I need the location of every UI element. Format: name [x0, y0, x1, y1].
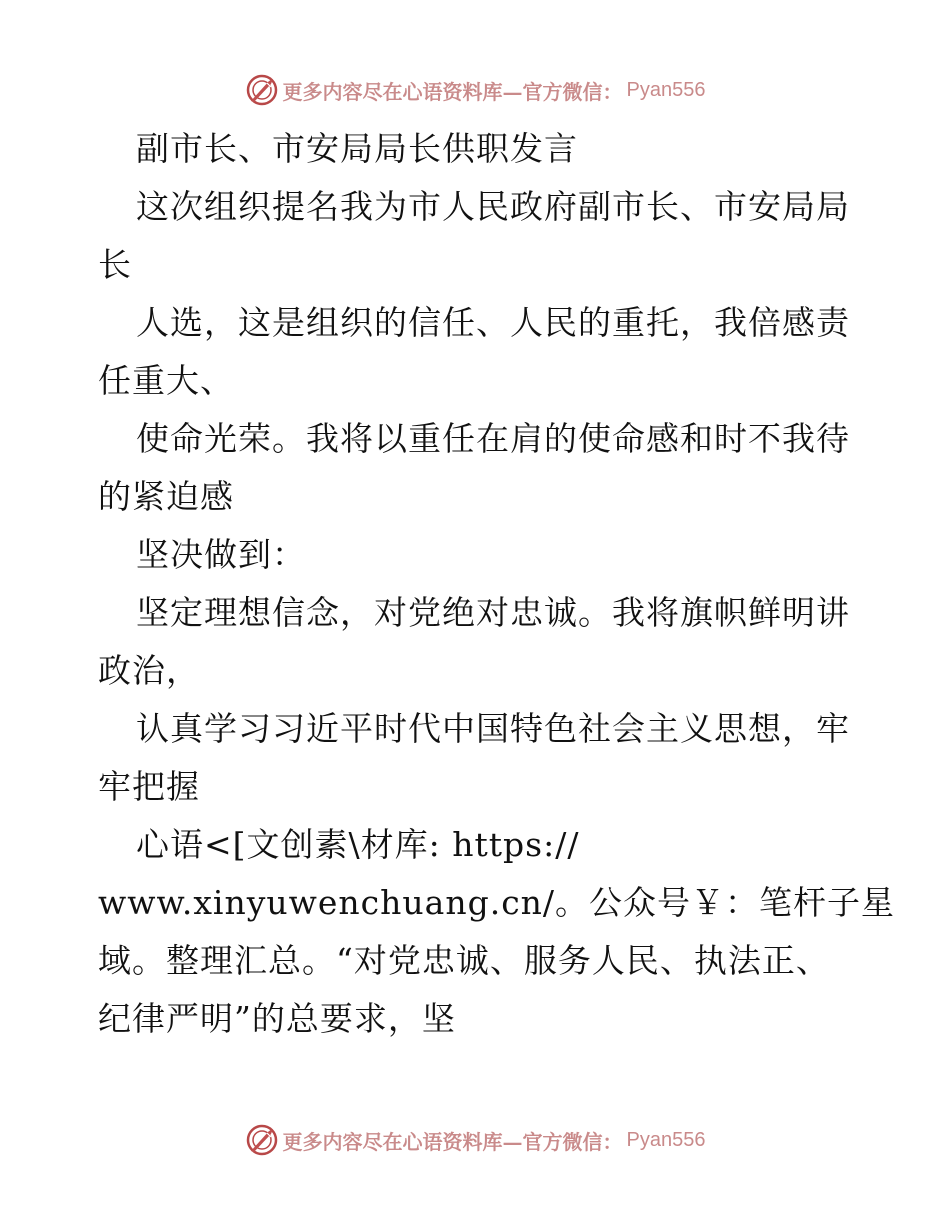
paragraph-line: 这次组织提名我为市人民政府副市长、市安局局 [136, 187, 850, 226]
quill-pen-logo-icon [245, 1123, 279, 1157]
footer-wechat-id: Pyan556 [626, 1128, 706, 1151]
header-wechat-id: Pyan556 [626, 78, 706, 101]
paragraph-line: 坚定理想信念，对党绝对忠诚。我将旗帜鲜明讲 [136, 593, 850, 632]
document-body [98, 120, 896, 1048]
paragraph-line-url: www.xinyuwenchuang.cn/。公众号￥：笔杆子星 [98, 883, 896, 922]
paragraph-line: 纪律严明”的总要求，坚 [98, 999, 456, 1038]
paragraph-line: 认真学习习近平时代中国特色社会主义思想，牢 [136, 709, 850, 748]
paragraph-line: 政治， [98, 651, 200, 690]
paragraph-line: 坚决做到： [136, 535, 306, 574]
header-watermark [0, 70, 950, 110]
document-title: 副市长、市安局局长供职发言 [136, 129, 578, 168]
footer-watermark-text: 更多内容尽在心语资料库—官方微信： [282, 1129, 623, 1154]
paragraph-line-url: 心语<[文创素\材库: https:// [136, 825, 580, 864]
paragraph-line: 人选，这是组织的信任、人民的重托，我倍感责 [136, 303, 850, 342]
paragraph-line: 使命光荣。我将以重任在肩的使命感和时不我待 [136, 419, 850, 458]
footer-watermark [0, 1120, 950, 1160]
quill-pen-logo-icon [245, 73, 279, 107]
paragraph-line: 长 [98, 245, 132, 284]
paragraph-line: 任重大、 [98, 361, 234, 400]
header-watermark-text: 更多内容尽在心语资料库—官方微信： [282, 79, 623, 104]
paragraph-line: 域。整理汇总。“对党忠诚、服务人民、执法正、 [98, 941, 830, 980]
paragraph-line: 的紧迫感 [98, 477, 234, 516]
paragraph-line: 牢把握 [98, 767, 200, 806]
